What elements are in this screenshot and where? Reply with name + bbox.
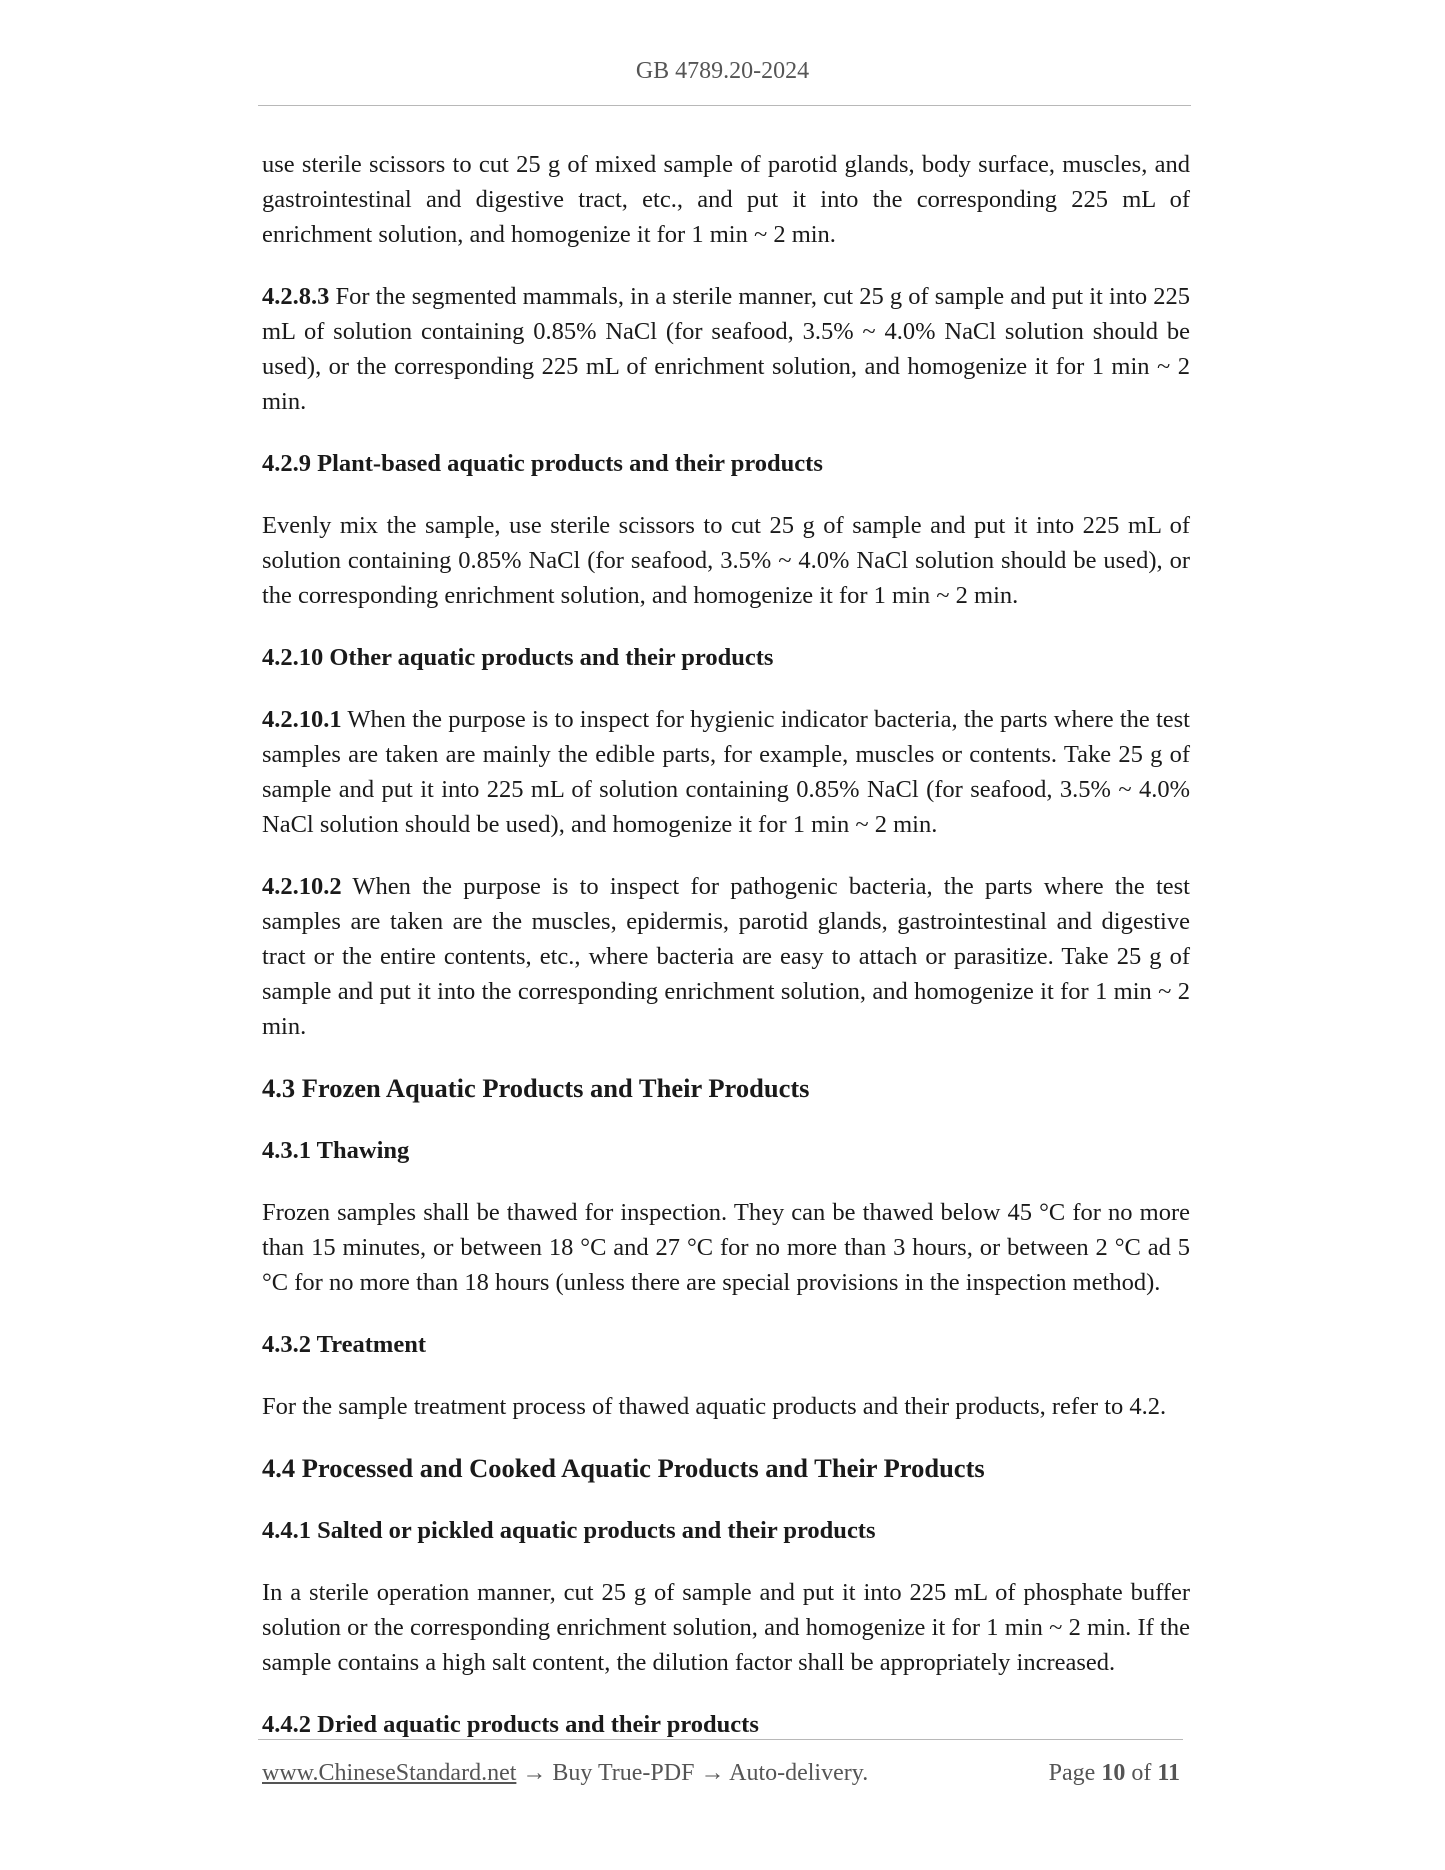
page-header xyxy=(0,58,1445,85)
heading-4-2-10: 4.2.10 Other aquatic products and their products xyxy=(262,644,774,671)
paragraph-4-3-2: For the sample treatment process of thawed aquatic products and their products, refer to 4.2. xyxy=(262,1393,1167,1420)
clause-text: For the segmented mammals, in a sterile manner, cut 25 g of sample and put it into 225 mL of solution containing 0.85% NaCl (for seafood, 3.5% ~ 4.0% NaCl solution should be used), or the corresponding 225 mL of enrichment solution, and homogenize it for 1 min ~ 2 min. xyxy=(262,283,1190,415)
heading-4-3: 4.3 Frozen Aquatic Products and Their Products xyxy=(262,1073,810,1103)
header-divider xyxy=(258,105,1191,106)
clause-number: 4.2.10.1 xyxy=(262,706,342,733)
document-body xyxy=(262,147,1190,1769)
site-link[interactable]: www.ChineseStandard.net xyxy=(262,1760,517,1786)
clause-text: When the purpose is to inspect for pathogenic bacteria, the parts where the test samples are taken are the muscles, epidermis, parotid glands, gastrointestinal and digestive tract or the entire contents, etc., where bacteria are easy to attach or parasitize. Take 25 g of sample and put it into the corresponding enrichment solution, and homogenize it for 1 min ~ 2 min. xyxy=(262,873,1190,1040)
heading-4-4-2: 4.4.2 Dried aquatic products and their products xyxy=(262,1711,759,1738)
clause-4-2-10-1 xyxy=(262,702,1190,842)
footer-tagline: → Buy True-PDF → Auto-delivery. xyxy=(516,1760,869,1786)
page-total: 11 xyxy=(1157,1760,1180,1786)
clause-text: When the purpose is to inspect for hygienic indicator bacteria, the parts where the test samples are taken are mainly the edible parts, for example, muscles or contents. Take 25 g of sample and put it into 225 mL of solution containing 0.85% NaCl (for seafood, 3.5% ~ 4.0% NaCl solution should be used), and homogenize it for 1 min ~ 2 min. xyxy=(262,706,1190,838)
heading-4-4: 4.4 Processed and Cooked Aquatic Products and Their Products xyxy=(262,1453,985,1483)
clause-4-2-8-3 xyxy=(262,279,1190,419)
clause-number: 4.2.8.3 xyxy=(262,283,330,310)
footer-promo xyxy=(262,1760,868,1787)
page-current: 10 xyxy=(1101,1760,1126,1786)
clause-number: 4.2.10.2 xyxy=(262,873,342,900)
paragraph-4-4-1: In a sterile operation manner, cut 25 g of sample and put it into 225 mL of phosphate buffer solution or the corresponding enrichment solution, and homogenize it for 1 min ~ 2 min. If the sample contains a high salt content, the dilution factor shall be appropriately increased. xyxy=(262,1579,1190,1676)
clause-4-2-10-2 xyxy=(262,869,1190,1044)
heading-4-3-2: 4.3.2 Treatment xyxy=(262,1331,426,1358)
heading-4-2-9: 4.2.9 Plant-based aquatic products and their products xyxy=(262,450,823,477)
page-number xyxy=(1049,1760,1180,1787)
heading-4-3-1: 4.3.1 Thawing xyxy=(262,1137,410,1164)
document-id: GB 4789.20-2024 xyxy=(635,58,810,84)
of-label: of xyxy=(1125,1760,1158,1786)
paragraph-4-2-9: Evenly mix the sample, use sterile scissors to cut 25 g of sample and put it into 225 mL of solution containing 0.85% NaCl (for seafood, 3.5% ~ 4.0% NaCl solution should be used), or the corresponding enrichment solution, and homogenize it for 1 min ~ 2 min. xyxy=(262,512,1190,609)
footer-divider xyxy=(258,1739,1183,1740)
paragraph-continued: use sterile scissors to cut 25 g of mixed sample of parotid glands, body surface, muscles, and gastrointestinal and digestive tract, etc., and put it into the corresponding 225 mL of enrichment solution, and homogenize it for 1 min ~ 2 min. xyxy=(262,151,1190,248)
page-label: Page xyxy=(1048,1760,1102,1786)
heading-4-4-1: 4.4.1 Salted or pickled aquatic products and their products xyxy=(262,1517,876,1544)
paragraph-4-3-1: Frozen samples shall be thawed for inspection. They can be thawed below 45 °C for no more than 15 minutes, or between 18 °C and 27 °C for no more than 3 hours, or between 2 °C ad 5 °C for no more than 18 hours (unless there are special provisions in the inspection method). xyxy=(262,1199,1190,1296)
